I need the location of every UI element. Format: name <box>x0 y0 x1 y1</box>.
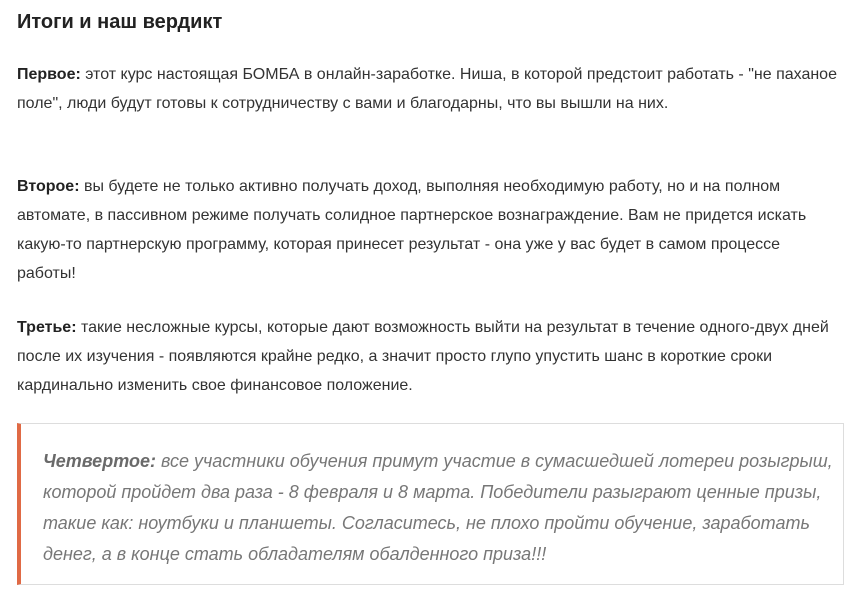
paragraph-third <box>17 313 837 400</box>
paragraph-second <box>17 172 842 288</box>
paragraph-first <box>17 60 837 118</box>
section-title: Итоги и наш вердикт <box>17 11 223 33</box>
blockquote-text: все участники обучения примут участие в сумасшедшей лотереи розыгрыш, которой пройдет два раза - 8 февраля и 8 марта. Победители разыграют ценные призы, такие как: ноутбуки и планшеты. Согласитесь, не плохо пройти обучение, заработать денег, а в конце стать обладателям обалденного приза!!! <box>43 451 833 564</box>
blockquote-label: Четвертое: <box>43 451 156 471</box>
paragraph-third-text: такие несложные курсы, которые дают возможность выйти на результат в течение одного-двух дней после их изучения - появляются крайне редко, а значит просто глупо упустить шанс в короткие сроки кардинально изменить свое финансовое положение. <box>17 319 829 394</box>
blockquote-paragraph <box>43 446 833 570</box>
paragraph-third-label: Третье: <box>17 319 77 336</box>
article-content <box>17 0 849 564</box>
paragraph-second-text: вы будете не только активно получать доход, выполняя необходимую работу, но и на полном автомате, в пассивном режиме получать солидное партнерское вознаграждение. Вам не придется искать какую-то партнерскую программу, которая принесет результат - она уже у вас будет в самом процессе работы! <box>17 178 807 282</box>
paragraph-second-label: Второе: <box>17 178 80 195</box>
paragraph-first-label: Первое: <box>17 66 81 83</box>
blockquote-fourth <box>17 423 844 585</box>
paragraph-first-text: этот курс настоящая БОМБА в онлайн-заработке. Ниша, в которой предстоит работать - "не паханое поле", люди будут готовы к сотрудничеству с вами и благодарны, что вы вышли на них. <box>17 66 837 112</box>
